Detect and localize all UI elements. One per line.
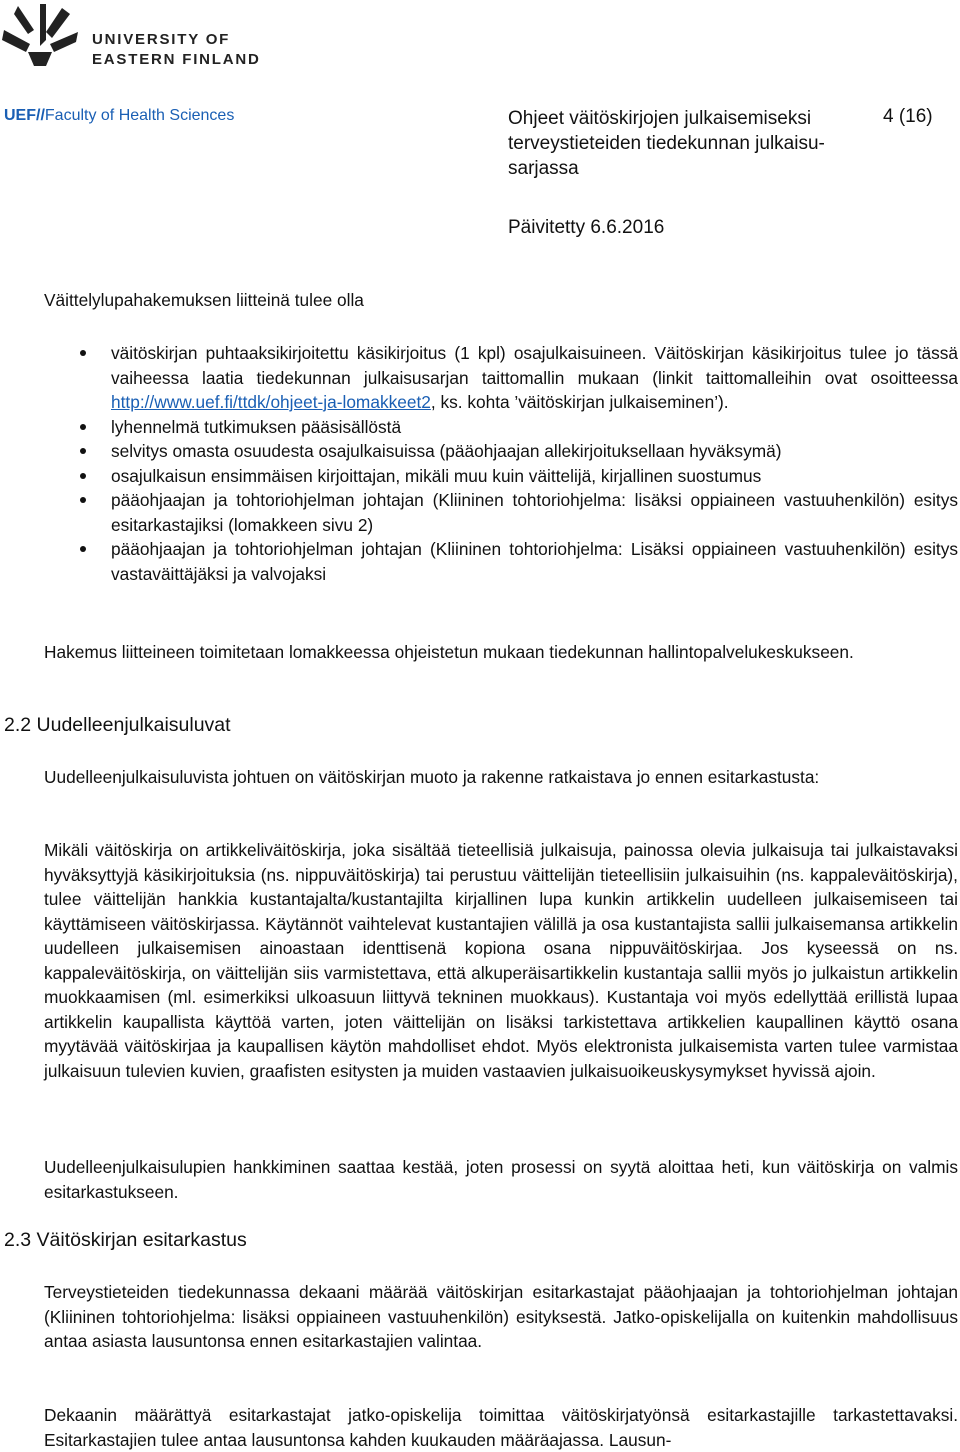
heading-2-3: 2.3 Väitöskirjan esitarkastus (4, 1229, 247, 1251)
faculty-label (4, 107, 234, 125)
heading-2-2: 2.2 Uudelleenjulkaisuluvat (4, 714, 231, 736)
bullet-text-1-pre: väitöskirjan puhtaaksikirjoitettu käsikirjoitus (1 kpl) osajulkaisuineen. Väitöskirjan käsikirjoitus tulee jo tässä vaiheessa laatia tiedekunnan julkaisusarjan taittomallin mukaan (linkit taittomalleihin ovat osoitteessa (111, 343, 958, 388)
attachment-list (44, 341, 958, 586)
bullet-icon (80, 424, 86, 430)
paragraph-23b (44, 1403, 958, 1452)
paragraph-22c (44, 1155, 958, 1204)
template-link[interactable]: http://www.uef.fi/ttdk/ohjeet-ja-lomakkeet2 (111, 392, 431, 412)
list-item (44, 488, 958, 537)
paragraph-text: Terveystieteiden tiedekunnassa dekaani määrää väitöskirjan esitarkastajat pääohjaajan ja tohtoriohjelman johtajan (Kliininen tohtoriohjelma: lisäksi oppiaineen vastuuhenkilön) esityksestä. Jatko-opiskelijalla on kuitenkin mahdollisuus antaa asiasta lausuntonsa ennen esitarkastajien valintaa. (44, 1282, 958, 1351)
bullet-icon (80, 350, 86, 356)
bullet-icon (80, 497, 86, 503)
bullet-text-3: selvitys omasta osuudesta osajulkaisuissa (pääohjaajan allekirjoituksellaan hyväksymä) (111, 441, 782, 461)
list-item (44, 439, 958, 464)
bullet-icon (80, 448, 86, 454)
list-item (44, 464, 958, 489)
paragraph-22a (44, 765, 958, 790)
page-number: 4 (16) (883, 106, 933, 127)
logo-wordmark (92, 30, 261, 70)
list-item (44, 537, 958, 586)
paragraph-22b (44, 838, 958, 1083)
uef-emblem-icon (0, 0, 80, 72)
paragraph-hakemus (44, 640, 958, 665)
faculty-prefix: UEF// (4, 107, 45, 124)
logo-line-1: UNIVERSITY OF (92, 31, 231, 48)
bullet-icon (80, 473, 86, 479)
paragraph-23a (44, 1280, 958, 1354)
paragraph-text: Uudelleenjulkaisuluvista johtuen on väitöskirjan muoto ja rakenne ratkaistava jo ennen esitarkastusta: (44, 767, 820, 787)
bullet-text-1-post: , ks. kohta ’väitöskirjan julkaiseminen’). (430, 392, 729, 412)
bullet-text-6: pääohjaajan ja tohtoriohjelman johtajan (Kliininen tohtoriohjelma: Lisäksi oppiaineen vastuuhenkilön) esitys vastaväittäjäksi ja valvojaksi (111, 539, 958, 584)
paragraph-text: Uudelleenjulkaisulupien hankkiminen saattaa kestää, joten prosessi on syytä aloittaa heti, kun väitöskirja on valmis esitarkastukseen. (44, 1157, 958, 1202)
list-item (44, 415, 958, 440)
updated-date: Päivitetty 6.6.2016 (508, 217, 665, 238)
intro-text: Väittelylupahakemuksen liitteinä tulee olla (44, 290, 364, 310)
document-title: Ohjeet väitöskirjojen julkaisemiseksi terveystieteiden tiedekunnan julkaisu-sarjassa (508, 108, 825, 179)
bullet-icon (80, 546, 86, 552)
list-item (44, 341, 958, 415)
paragraph-text: Mikäli väitöskirja on artikkeliväitöskirja, joka sisältää tieteellisiä julkaisuja, painossa olevia julkaisuja tai julkaistavaksi hyväksyttyjä käsikirjoituksia (ns. nippuväitöskirja) tai perustuu väittelijän tieteellisiin julkaisuihin (ns. kappaleväitöskirja), tulee väittelijän hankkia kustantajalta/kustantajilta kirjallinen lupa kunkin artikkelin uudelleen julkaisemiseen tai käyttämiseen väitöskirjassa. Käytännöt vaihtelevat kustantajien välillä ja osa kustantajista sallii julkaisemansa artikkelin uudelleen julkaisemisen ainoastaan identtisenä kopiona osana nippuväitöskirjaa. Jos kyseessä on ns. kappaleväitöskirja, on väittelijän siis varmistettava, että alkuperäisartikkelin kustantaja sallii myös jo julkaistun artikkelin muokkaamisen (ml. esimerkiksi ulkoasuun liittyvä tekninen muokkaus). Kustantaja voi myös edellyttää erillistä lupaa artikkelin kaupallista käyttöä varten, joten väittelijän on lisäksi tarkistettava artikkelien kaupallinen käyttö osana myytävää väitöskirjaa ja kaupallisen käytön mahdolliset ehdot. Myös elektronista julkaisemista varten tulee varmistaa julkaisuun tulevien kuvien, graafisten esitysten ja muiden vastaavien julkaisuoikeuskysymykset hyvissä ajoin. (44, 840, 958, 1081)
section-intro (44, 288, 958, 313)
bullet-text-4: osajulkaisun ensimmäisen kirjoittajan, mikäli muu kuin väittelijä, kirjallinen suostumus (111, 465, 762, 486)
logo-line-2: EASTERN FINLAND (92, 51, 261, 68)
bullet-text-5: pääohjaajan ja tohtoriohjelman johtajan (Kliininen tohtoriohjelma: lisäksi oppiaineen vastuuhenkilön) esitys esitarkastajiksi (lomakkeen sivu 2) (111, 490, 958, 535)
faculty-name: Faculty of Health Sciences (44, 107, 235, 124)
paragraph-text: Hakemus liitteineen toimitetaan lomakkeessa ohjeistetun mukaan tiedekunnan hallintopalvelukeskukseen. (44, 642, 854, 662)
paragraph-text: Dekaanin määrättyä esitarkastajat jatko-opiskelija toimittaa väitöskirjatyönsä esitarkastajille tarkastettavaksi. Esitarkastajien tulee antaa lausuntonsa kahden kuukauden määräajassa. Lausun- (44, 1405, 958, 1450)
bullet-text-2: lyhennelmä tutkimuksen pääsisällöstä (111, 416, 402, 437)
